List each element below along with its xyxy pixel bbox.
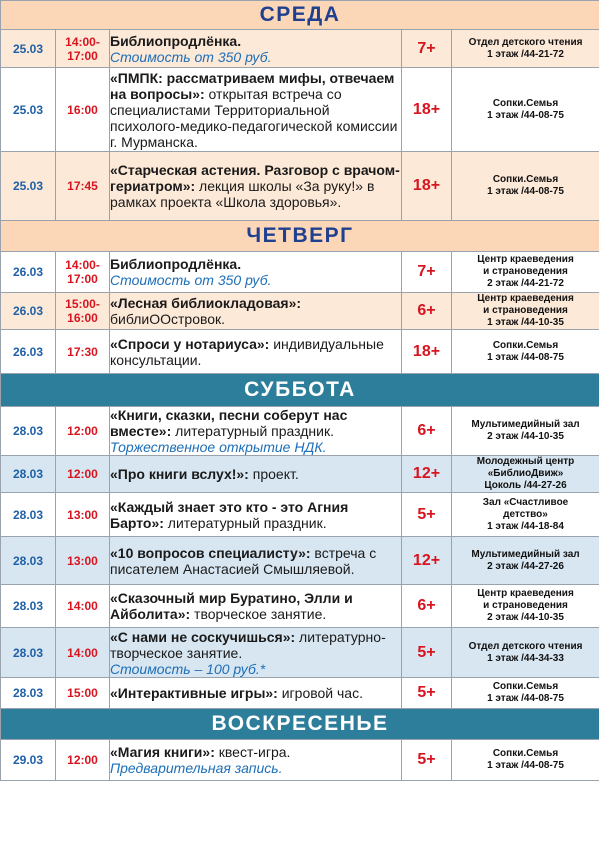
event-row xyxy=(1,407,599,456)
event-time: 15:00 xyxy=(56,678,110,709)
day-title: СУББОТА xyxy=(1,374,599,407)
event-time: 15:00- 16:00 xyxy=(56,293,110,330)
event-row xyxy=(1,585,599,628)
event-description xyxy=(110,493,402,537)
event-text: игровой час. xyxy=(277,685,363,701)
event-note: Торжественное открытие НДК. xyxy=(110,439,327,455)
event-text: литературный праздник. xyxy=(171,423,334,439)
event-title: «Лесная библиокладовая»: xyxy=(110,295,302,311)
schedule-body xyxy=(1,1,599,781)
age-rating: 7+ xyxy=(402,252,452,293)
event-date: 26.03 xyxy=(1,293,56,330)
age-rating: 18+ xyxy=(402,330,452,374)
event-time: 12:00 xyxy=(56,740,110,781)
event-date: 28.03 xyxy=(1,493,56,537)
age-rating: 5+ xyxy=(402,493,452,537)
event-description xyxy=(110,252,402,293)
event-title: «Магия книги»: xyxy=(110,744,215,760)
age-rating: 6+ xyxy=(402,407,452,456)
event-description xyxy=(110,456,402,493)
event-description xyxy=(110,407,402,456)
event-location: Центр краеведения и страноведения 1 этаж /44-10-35 xyxy=(452,293,599,330)
event-text: встреча с писателем Анастасией Смышляевой. xyxy=(110,544,377,577)
event-text: проект. xyxy=(248,466,299,482)
event-title: «Про книги вслух!»: xyxy=(110,466,249,482)
age-rating: 12+ xyxy=(402,456,452,493)
event-title: «Книги, сказки, песни соберут нас вместе»: xyxy=(110,407,348,439)
event-date: 25.03 xyxy=(1,30,56,68)
event-time: 12:00 xyxy=(56,456,110,493)
event-time: 14:00- 17:00 xyxy=(56,252,110,293)
event-time: 13:00 xyxy=(56,537,110,585)
event-time: 16:00 xyxy=(56,68,110,152)
event-location: Сопки.Семья 1 этаж /44-08-75 xyxy=(452,678,599,709)
event-title: «Каждый знает это кто - это Агния Барто»: xyxy=(110,498,349,531)
event-note: Стоимость – 100 руб.* xyxy=(110,660,266,677)
event-date: 26.03 xyxy=(1,252,56,293)
event-location: Центр краеведения и страноведения 2 этаж /44-21-72 xyxy=(452,252,599,293)
event-title: «Старческая астения. Разговор с врачом-гериатром»: xyxy=(110,162,400,194)
event-row xyxy=(1,293,599,330)
day-header xyxy=(1,221,599,252)
age-rating: 18+ xyxy=(402,68,452,152)
event-text: творческое занятие. xyxy=(190,606,327,622)
event-time: 13:00 xyxy=(56,493,110,537)
event-description xyxy=(110,152,402,221)
event-description xyxy=(110,740,402,781)
event-date: 28.03 xyxy=(1,456,56,493)
event-text: квест-игра. xyxy=(214,744,291,760)
day-title: ВОСКРЕСЕНЬЕ xyxy=(1,709,599,740)
event-time: 12:00 xyxy=(56,407,110,456)
event-row xyxy=(1,493,599,537)
event-time: 14:00 xyxy=(56,585,110,628)
event-location: Молодежный центр «БиблиоДвиж» Цоколь /44-27-26 xyxy=(452,456,599,493)
event-row xyxy=(1,537,599,585)
event-description xyxy=(110,628,402,678)
event-text: литературный праздник. xyxy=(163,514,327,531)
age-rating: 18+ xyxy=(402,152,452,221)
event-row xyxy=(1,252,599,293)
age-rating: 5+ xyxy=(402,678,452,709)
event-title: Библиопродлёнка. xyxy=(110,32,242,49)
event-location: Центр краеведения и страноведения 2 этаж /44-10-35 xyxy=(452,585,599,628)
event-title: «Интерактивные игры»: xyxy=(110,685,278,701)
event-row xyxy=(1,152,599,221)
event-date: 28.03 xyxy=(1,407,56,456)
age-rating: 5+ xyxy=(402,740,452,781)
event-date: 28.03 xyxy=(1,628,56,678)
day-header xyxy=(1,374,599,407)
age-rating: 6+ xyxy=(402,293,452,330)
event-description xyxy=(110,330,402,374)
event-date: 25.03 xyxy=(1,68,56,152)
age-rating: 6+ xyxy=(402,585,452,628)
event-row xyxy=(1,678,599,709)
age-rating: 7+ xyxy=(402,30,452,68)
event-location: Отдел детского чтения 1 этаж /44-21-72 xyxy=(452,30,599,68)
event-description xyxy=(110,293,402,330)
event-location: Сопки.Семья 1 этаж /44-08-75 xyxy=(452,330,599,374)
age-rating: 5+ xyxy=(402,628,452,678)
event-location: Сопки.Семья 1 этаж /44-08-75 xyxy=(452,68,599,152)
age-rating: 12+ xyxy=(402,537,452,585)
event-text: литературно-творческое занятие. xyxy=(110,628,386,661)
event-row xyxy=(1,30,599,68)
event-description xyxy=(110,30,402,68)
event-location: Зал «Счастливое детство» 1 этаж /44-18-84 xyxy=(452,493,599,537)
event-location: Сопки.Семья 1 этаж /44-08-75 xyxy=(452,740,599,781)
event-date: 29.03 xyxy=(1,740,56,781)
event-title: «Спроси у нотариуса»: xyxy=(110,335,270,352)
event-row xyxy=(1,68,599,152)
event-note: Стоимость от 350 руб. xyxy=(110,272,272,288)
event-text: индивидуальные консультации. xyxy=(110,335,384,368)
event-time: 17:30 xyxy=(56,330,110,374)
day-title: ЧЕТВЕРГ xyxy=(1,221,599,252)
event-row xyxy=(1,740,599,781)
event-time: 14:00- 17:00 xyxy=(56,30,110,68)
event-description xyxy=(110,585,402,628)
event-location: Мультимедийный зал 2 этаж /44-10-35 xyxy=(452,407,599,456)
event-note: Предварительная запись. xyxy=(110,760,283,776)
day-header xyxy=(1,1,599,30)
event-row xyxy=(1,456,599,493)
event-text: библиООстровок. xyxy=(110,311,226,327)
event-row xyxy=(1,628,599,678)
day-title: СРЕДА xyxy=(1,1,599,30)
event-time: 14:00 xyxy=(56,628,110,678)
event-location: Отдел детского чтения 1 этаж /44-34-33 xyxy=(452,628,599,678)
event-description xyxy=(110,678,402,709)
day-header xyxy=(1,709,599,740)
event-time: 17:45 xyxy=(56,152,110,221)
event-date: 28.03 xyxy=(1,678,56,709)
event-title: Библиопродлёнка. xyxy=(110,256,242,272)
event-title: «ПМПК: рассматриваем мифы, отвечаем на вопросы»: xyxy=(110,69,395,102)
event-description xyxy=(110,537,402,585)
event-text: лекция школы «За руку!» в рамках проекта «Школа здоровья». xyxy=(110,178,375,210)
event-text: открытая встреча со специалистами Территориальной психолого-медико-педагогической комиссии г. Мурманска. xyxy=(110,85,398,150)
event-title: «10 вопросов специалисту»: xyxy=(110,544,311,561)
event-title: «С нами не соскучишься»: xyxy=(110,628,296,645)
event-date: 28.03 xyxy=(1,537,56,585)
event-date: 28.03 xyxy=(1,585,56,628)
event-location: Сопки.Семья 1 этаж /44-08-75 xyxy=(452,152,599,221)
event-note: Стоимость от 350 руб. xyxy=(110,48,272,65)
event-description xyxy=(110,68,402,152)
event-date: 26.03 xyxy=(1,330,56,374)
event-row xyxy=(1,330,599,374)
event-title: «Сказочный мир Буратино, Элли и Айболита»: xyxy=(110,590,353,622)
event-date: 25.03 xyxy=(1,152,56,221)
event-location: Мультимедийный зал 2 этаж /44-27-26 xyxy=(452,537,599,585)
